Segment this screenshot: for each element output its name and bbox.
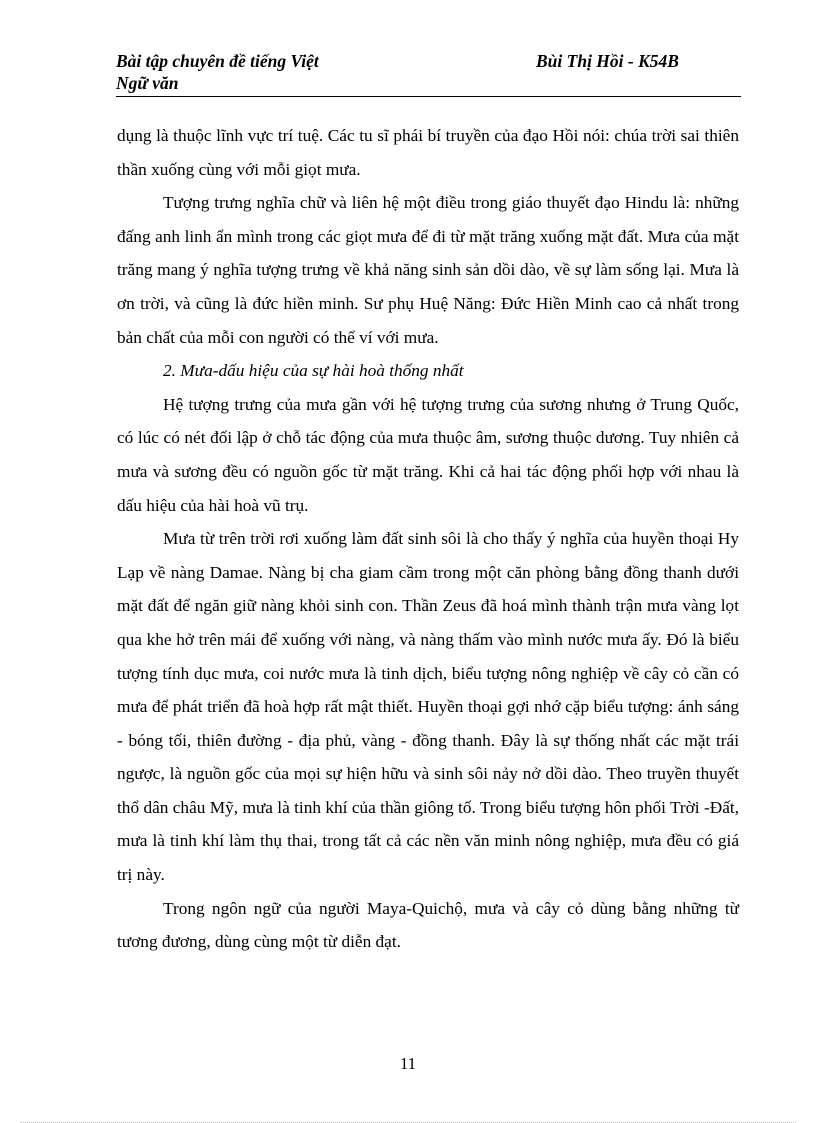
header-subject: Ngữ văn: [116, 73, 179, 93]
paragraph-damae: Mưa từ trên trời rơi xuống làm đất sinh sôi là cho thấy ý nghĩa của huyền thoại Hy Lạp về nàng Damae. Nàng bị cha giam cầm trong một căn phòng bằng đồng thanh dưới mặt đất để ngăn giữ nàng khỏi sinh con. Thần Zeus đã hoá mình thành trận mưa vàng lọt qua khe hở trên mái để xuống với nàng, và nàng thấm vào mình nước mưa ấy. Đó là biểu tượng tính dục mưa, coi nước mưa là tinh dịch, biểu tượng nông nghiệp về cây cỏ cần có mưa để phát triển đã hoà hợp rất mật thiết. Huyền thoại gợi nhớ cặp biểu tượng: ánh sáng - bóng tối, thiên đường - địa phủ, vàng - đồng thanh. Đây là sự thống nhất các mặt trái ngược, là nguồn gốc của mọi sự hiện hữu và sinh sôi nảy nở dồi dào. Theo truyền thuyết thổ dân châu Mỹ, mưa là tinh khí của thần giông tố. Trong biểu tượng hôn phối Trời -Đất, mưa là tinh khí làm thụ thai, trong tất cả các nền văn minh nông nghiệp, mưa đều có giá trị này.: [117, 529, 739, 885]
section-heading: 2. Mưa-dấu hiệu của sự hài hoà thống nhất: [163, 361, 464, 381]
header-divider: [116, 96, 741, 97]
paragraph-hindu: Tượng trưng nghĩa chữ và liên hệ một điều trong giáo thuyết đạo Hindu là: những đấng anh linh ẩn mình trong các giọt mưa để đi từ mặt trăng xuống mặt đất. Mưa của mặt trăng mang ý nghĩa tượng trưng về khả năng sinh sản dồi dào, về sự làm sống lại. Mưa là ơn trời, và cũng là đức hiền minh. Sư phụ Huệ Năng: Đức Hiền Minh cao cả nhất trong bản chất của mỗi con người có thể ví với mưa.: [117, 193, 739, 347]
paragraph-continued: dụng là thuộc lĩnh vực trí tuệ. Các tu sĩ phái bí truyền của đạo Hồi nói: chúa trời sai thiên thần xuống cùng với mỗi giọt mưa.: [117, 126, 739, 179]
header-author: Bùi Thị Hồi - K54B: [536, 51, 679, 71]
page-number: 11: [399, 1054, 417, 1073]
paragraph-sương: Hệ tượng trưng của mưa gần với hệ tượng trưng của sương nhưng ở Trung Quốc, có lúc có nét đối lập ở chỗ tác động của mưa thuộc âm, sương thuộc dương. Tuy nhiên cả mưa và sương đều có nguồn gốc từ mặt trăng. Khi cả hai tác động phối hợp với nhau là dấu hiệu của hài hoà vũ trụ.: [117, 394, 739, 515]
page-header: [116, 50, 740, 96]
paragraph-maya: Trong ngôn ngữ của người Maya-Quichộ, mưa và cây cỏ dùng bằng những từ tương đương, dùng cùng một từ diễn đạt.: [117, 898, 739, 952]
header-course-title: Bài tập chuyên đề tiếng Việt: [116, 51, 319, 71]
body-text: [117, 119, 739, 959]
